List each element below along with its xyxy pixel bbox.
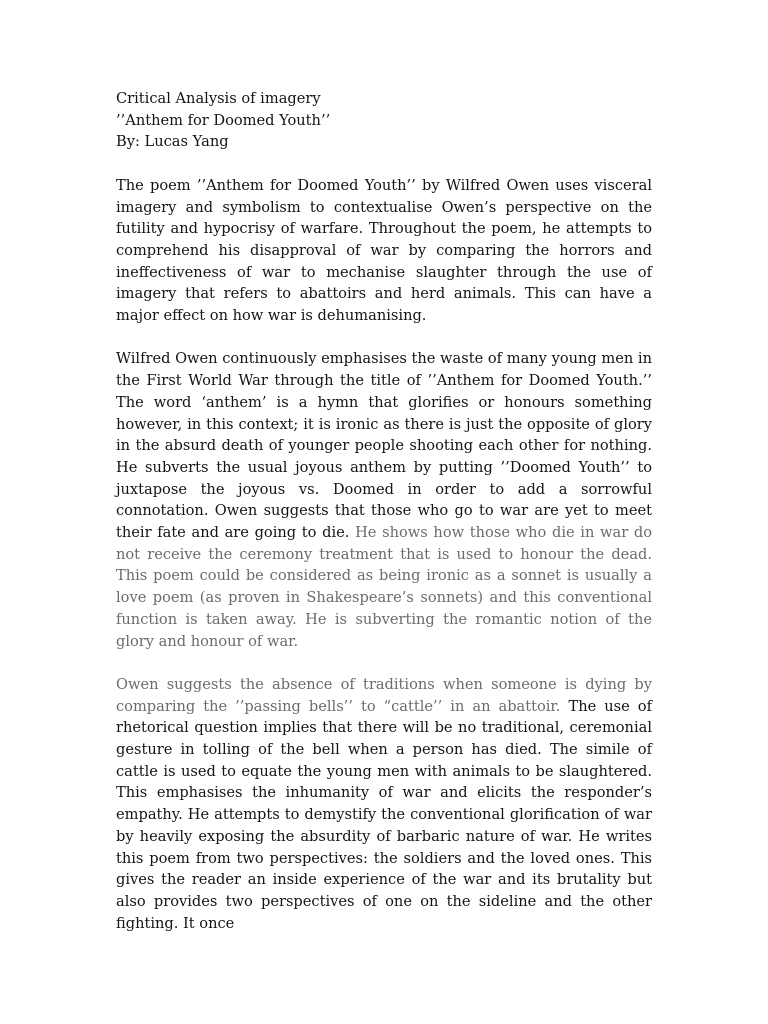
- document-page: [116, 88, 652, 934]
- paragraph-imagery-analysis: [116, 674, 652, 934]
- paragraph-title-analysis: [116, 348, 652, 652]
- paragraph-text: Wilfred Owen continuously emphasises the waste of many young men in the First World War through the title of ’’Anthem for Doomed Youth.’’ The word ‘anthem’ is a hymn that glorifies or honours something however, in this context; it is ironic as there is just the opposite of glory in the absurd death of younger people shooting each other for nothing. He subverts the usual joyous anthem by putting ’’Doomed Youth’’ to juxtapose the joyous vs. Doomed in order to add a sorrowful connotation. Owen suggests that those who go to war are yet to meet their fate and are going to die.: [116, 350, 652, 542]
- document-header: [116, 88, 652, 153]
- document-title: Critical Analysis of imagery: [116, 90, 321, 107]
- paragraph-introduction: [116, 175, 652, 327]
- paragraph-text: The poem ’’Anthem for Doomed Youth’’ by Wilfred Owen uses visceral imagery and symbolism to contextualise Owen’s perspective on the futility and hypocrisy of warfare. Throughout the poem, he attempts to comprehend his disapproval of war by comparing the horrors and ineffectiveness of war to mechanise slaughter through the use of imagery that refers to abattoirs and herd animals. This can have a major effect on how war is dehumanising.: [116, 176, 652, 325]
- paragraph-muted-text: He shows how those who die in war do not receive the ceremony treatment that is used to honour the dead. This poem could be considered as being ironic as a sonnet is usually a love poem (as proven in Shakespeare’s sonnets) and this conventional function is taken away. He is subverting the romantic notion of the glory and honour of war.: [116, 524, 652, 650]
- paragraph-text: The use of rhetorical question implies that there will be no traditional, ceremonial gesture in tolling of the bell when a person has died. The simile of cattle is used to equate the young men with animals to be slaughtered. This emphasises the inhumanity of war and elicits the responder’s empathy. He attempts to demystify the conventional glorification of war by heavily exposing the absurdity of barbaric nature of war. He writes this poem from two perspectives: the soldiers and the loved ones. This gives the reader an inside experience of the war and its brutality but also provides two perspectives of one on the sideline and the other fighting. It once: [116, 697, 652, 932]
- paragraph-muted-text: Owen suggests the absence of traditions when someone is dying by comparing the ’’passing bells’’ to “cattle’’ in an abattoir.: [116, 675, 652, 715]
- author-line: By: Lucas Yang: [116, 133, 229, 151]
- poem-title: ’’Anthem for Doomed Youth’’: [116, 111, 331, 129]
